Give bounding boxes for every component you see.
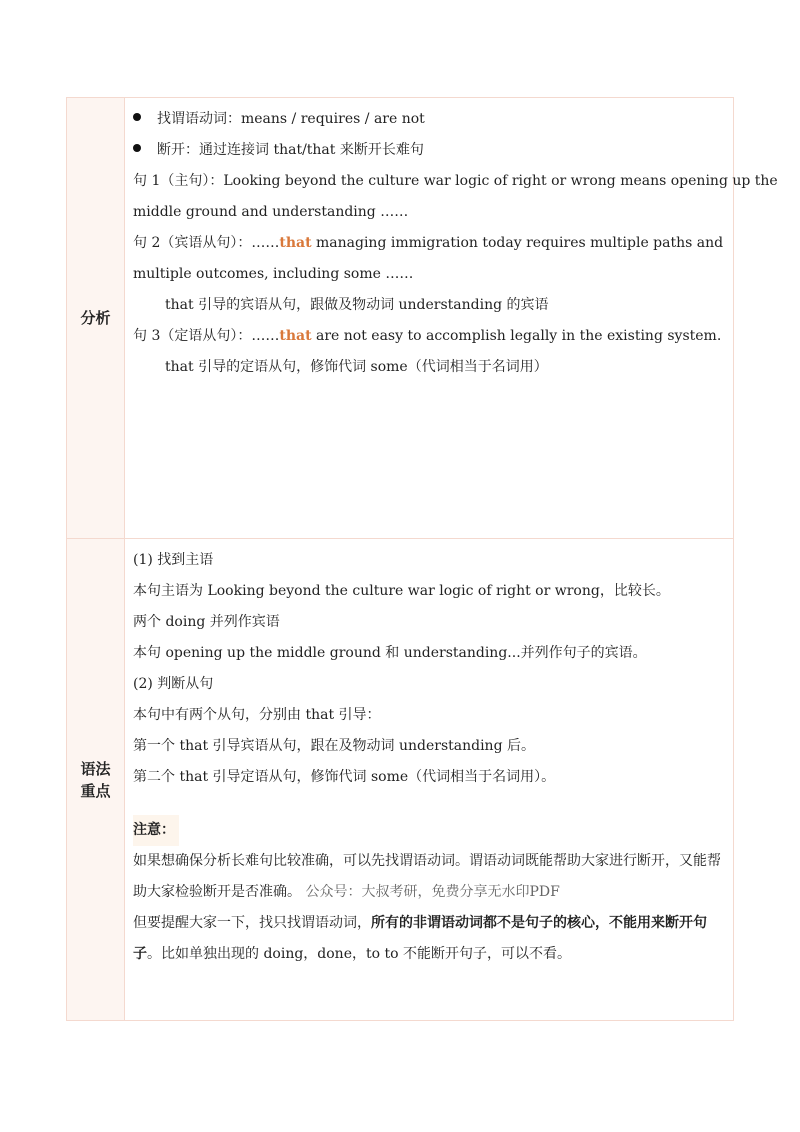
grammar-line: (2) 判断从句 (133, 676, 214, 692)
sentence-3-note: that 引导的定语从句，修饰代词 some（代词相当于名词用） (165, 359, 548, 375)
bullet-icon (133, 144, 141, 152)
row-label-analysis: 分析 (67, 98, 125, 538)
grammar-line: 本句 opening up the middle ground 和 understanding...并列作句子的宾语。 (133, 645, 647, 661)
sentence-2-line-2: multiple outcomes, including some …… (133, 266, 414, 282)
sentence-2-note: that 引导的宾语从句，跟做及物动词 understanding 的宾语 (165, 297, 549, 313)
note-title-line (133, 815, 727, 846)
sentence-2-line-1: 句 2（宾语从句）：……that managing immigration today requires multiple paths and (133, 235, 724, 251)
grammar-content (125, 539, 733, 1020)
highlight-that: that (279, 235, 312, 251)
sentence-1-line-1: 句 1（主句）：Looking beyond the culture war logic of right or wrong means opening up the (133, 173, 778, 189)
sentence-3-line-1: 句 3（定语从句）：……that are not easy to accomplish legally in the existing system. (133, 328, 722, 344)
note-paragraph-1: 如果想确保分析长难句比较准确，可以先找谓语动词。谓语动词既能帮助大家进行断开，又能帮助大家检验断开是否准确。 公众号：大叔考研，免费分享无水印PDF (133, 853, 721, 900)
bullet-item: 断开：通过连接词 that/that 来断开长难句 (133, 135, 778, 166)
note-paragraph-2: 但要提醒大家一下，找只找谓语动词，所有的非谓语动词都不是句子的核心，不能用来断开句子。比如单独出现的 doing，done，to to 不能断开句子，可以不看。 (133, 915, 707, 962)
grammar-line: (1) 找到主语 (133, 552, 214, 568)
grammar-line: 第二个 that 引导定语从句，修饰代词 some（代词相当于名词用）。 (133, 769, 556, 785)
analysis-content (125, 98, 784, 538)
grammar-row (67, 539, 733, 1020)
grammar-line: 本句主语为 Looking beyond the culture war logic of right or wrong，比较长。 (133, 583, 670, 599)
grammar-line: 第一个 that 引导宾语从句，跟在及物动词 understanding 后。 (133, 738, 535, 754)
highlight-that: that (279, 328, 312, 344)
grammar-line: 两个 doing 并列作宾语 (133, 614, 280, 630)
note-title: 注意： (133, 815, 179, 846)
analysis-row (67, 98, 778, 539)
grammar-line: 本句中有两个从句，分别由 that 引导： (133, 707, 381, 723)
bullet-item: 找谓语动词：means / requires / are not (133, 104, 778, 135)
analysis-table (66, 97, 778, 1021)
bullet-icon (133, 113, 141, 121)
watermark-text: 公众号：大叔考研，免费分享无水印PDF (301, 884, 560, 900)
row-label-grammar: 语法 重点 (67, 539, 125, 1020)
sentence-1-line-2: middle ground and understanding …… (133, 204, 409, 220)
